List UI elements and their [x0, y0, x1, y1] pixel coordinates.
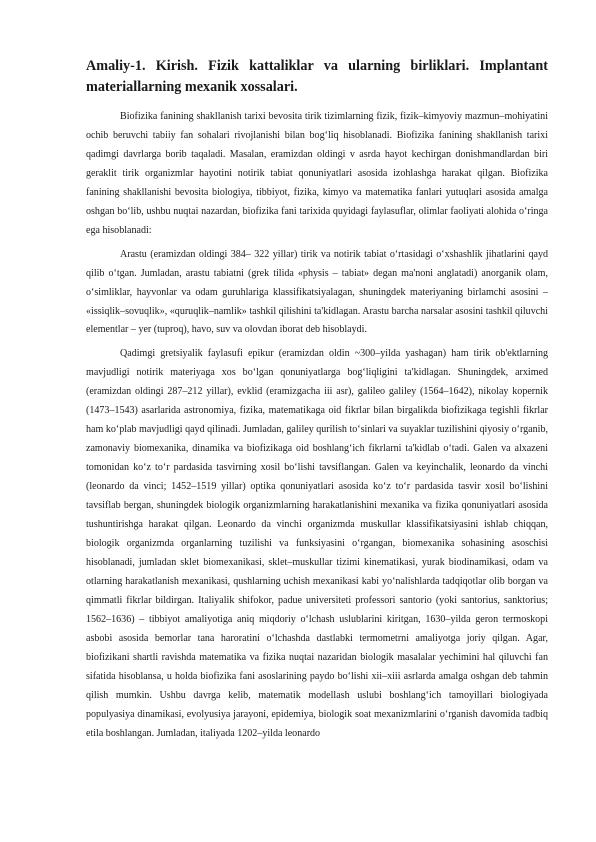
paragraph-history-intro: Biofizika fanining shakllanish tarixi bevosita tirik tizimlarning fizik, fizik–kimyoviy mazmun–mohiyatini ochib beruvchi tabiiy fan sohalari rivojlanishi bilan bog‘liq hisoblanadi. Biofizika fanining shakllanish tarixi qadimgi davrlarga borib taqaladi. Masalan, eramizdan oldingi v asrda hayot kechirgan donishmandlardan biri geraklit tirik organizmlar hayotini notirik tabiat qonuniyatlari asosida izohlashga harakat qilgan. Biofizika fanining shakllanishi bevosita biologiya, tibbiyot, fizika, kimyo va matematika fanlari yutuqlari asosida amalga oshgan bo‘lib, ushbu nuqtai nazardan, biofizika fani tarixida quyidagi faylasuflar, olimlar faoliyati alohida o‘ringa ega hisoblanadi: — [86, 111, 548, 236]
document-body — [86, 108, 548, 748]
page-title: Amaliy-1. Kirish. Fizik kattaliklar va ularning birliklari. Implantant materiallarning mexanik xossalari. — [86, 58, 548, 95]
paragraph-epikur: Qadimgi gretsiyalik faylasufi epikur (eramizdan oldin ~300–yilda yashagan) ham tirik ob'ektlarning mavjudligi notirik materiyaga xos bo‘lgan qonuniyatlarga bog‘liqligini ta'kidlagan. Shuningdek, arximed (eramizdan oldingi 287–212 yillar), evklid (eramizgacha iii asr), galileo galiley (1564–1642), nikolay kopernik (1473–1543) asarlarida astronomiya, fizika, matematikaga oid fikrlar bilan birgalikda biofizikaga tegishli fikrlar ham ko‘plab mavjudligi qayd qilinadi. Jumladan, galiley qurilish to‘sinlari va suyaklar tuzilishini qiyosiy o‘rganib, zamonaviy biomexanika, dinamika va biofizikaga oid boshlang‘ich fikrlarni ta'kidlab o‘tadi. Galen va alxazeni tomonidan ko‘z to‘r pardasida tasvirning xosil bo‘lishi tavsiflangan. Galen va keyinchalik, leonardo da vinchi (leonardo da vinci; 1452–1519 yillar) optika qonuniyatlari asosida ko‘z to‘r pardasida tasvir xosil bo‘lishini tavsiflab bergan, shuningdek biologik organizmlarning harakatlanishini mexanika va fizika qonuniyatlari asosida tushuntirishga harakat qilgan. Leonardo da vinchi organizmda muskullar klassifikatsiyasini ishlab chiqqan, biologik organizmda organlarning tuzilishi va funksiyasini o‘rgangan, biomexanika sohasining asoschisi hisoblanadi, jumladan sklet biomexanikasi, sklet–muskullar tizimi kinematikasi, yurak biodinamikasi, odam va otlarning harakatlanish mexanikasi, qushlarning uchish mexanikasi kabi yo‘nalishlarda tadqiqotlar olib borgan va qimmatli fikrlar bildirgan. Italiyalik shifokor, padue universiteti professori santorio (yoki santorius, sanktorius; 1562–1636) – tibbiyot amaliyotiga aniq miqdoriy o‘lchash uslublarini kiritgan, 1630–yilda geron termoskopi asbobi asosida bemorlar tana haroratini o‘lchashda dastlabki termometrni amaliyotga joriy qilgan. Agar, biofizikani shartli ravishda matematika va fizika nuqtai nazaridan biologik masalalar yechimini hal qiluvchi fan sifatida hisoblansa, u holda biofizika fani asoslarining paydo bo‘lishi xii–xiii asrlarda amalga oshgan deb tahmin qilish mumkin. Ushbu davrga kelib, matematik modellash uslubi boshlang‘ich tamoyillari biologiyada populyasiya dinamikasi, evolyusiya jarayoni, epidemiya, biologik soat mexanizmlarini o‘rganish davomida tadbiq etila boshlangan. Jumladan, italiyada 1202–yilda leonardo — [86, 348, 548, 739]
paragraph-arastu: Arastu (eramizdan oldingi 384– 322 yillar) tirik va notirik tabiat o‘rtasidagi o‘xshashlik jihatlarini qayd qilib o‘tgan. Jumladan, arastu tabiatni (grek tilida «physis – tabiat» degan ma'noni anglatadi) anorganik olam, o‘simliklar, hayvonlar va odam guruhlariga klassifikatsiyalagan, shuningdek materiyaning birlamchi asosini – «issiqlik–sovuqlik», «quruqlik–namlik» tashkil qilishini ta'kidlagan. Arastu barcha narsalar asosini tashkil qiluvchi elementlar – yer (tuproq), havo, suv va olovdan iborat deb hisoblaydi. — [86, 248, 548, 336]
